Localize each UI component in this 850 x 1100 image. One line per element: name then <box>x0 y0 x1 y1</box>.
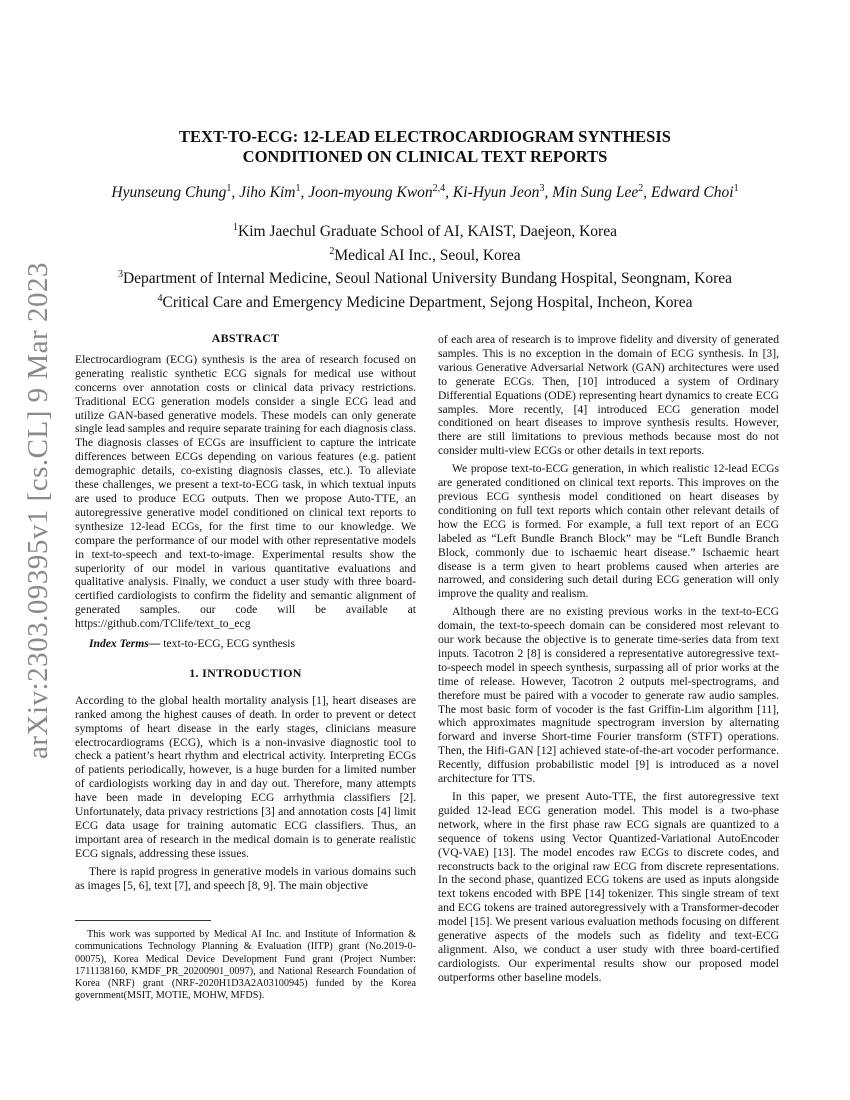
author-affiliation-mark: 1 <box>226 183 232 194</box>
author-name: Joon-myoung Kwon <box>308 184 433 202</box>
affiliation-text: Medical AI Inc., Seoul, Korea <box>334 246 521 264</box>
affiliation-text: Critical Care and Emergency Medicine Department, Sejong Hospital, Incheon, Korea <box>162 294 693 312</box>
affiliation-line <box>60 289 790 313</box>
left-column <box>75 332 416 893</box>
title-line-1: TEXT-TO-ECG: 12-LEAD ELECTROCARDIOGRAM SYNTHESIS <box>179 127 671 146</box>
affiliation-text: Department of Internal Medicine, Seoul National University Bundang Hospital, Seongnam, Korea <box>122 270 733 288</box>
paper-title <box>100 127 750 167</box>
author-affiliation-mark: 3 <box>539 183 545 194</box>
author-affiliation-mark: 2,4 <box>432 183 446 194</box>
introduction-heading: 1. INTRODUCTION <box>189 665 302 680</box>
author-name: Jiho Kim <box>239 184 296 202</box>
abstract-body: Electrocardiogram (ECG) synthesis is the area of research focused on generating realistic synthetic ECG signals for medical use without concerns over annotation costs or clinical data privacy restrictions. Traditional ECG generation models consider a single ECG lead and utilize GAN-based generative models. These models can only generate single lead samples and require separate training for each diagnosis class. The diagnosis classes of ECGs are insufficient to capture the intricate differences between ECGs depending on various features (e.g. patient demographic details, co-existing diagnosis classes, etc.). To alleviate these challenges, we present a text-to-ECG task, in which textual inputs are used to produce ECG outputs. Then we propose Auto-TTE, an autoregressive generative model conditioned on clinical text reports to synthesize 12-lead ECGs, for the first time to our knowledge. We compare the performance of our model with other representative models in text-to-speech and text-to-image. Experimental results show the superiority of our model in various quantitative evaluations and qualitative analysis. Finally, we conduct a user study with three board-certified cardiologists to confirm the fidelity and semantic alignment of generated samples. our code will be available at https://github.com/TClife/text_to_ecg <box>75 352 416 631</box>
author-name: Hyunseung Chung <box>111 184 227 202</box>
arxiv-identifier-stamp <box>18 261 58 759</box>
author-name: Edward Choi <box>651 184 734 202</box>
right-paragraph-1: of each area of research is to improve fidelity and diversity of generated samples. This is no exception in the domain of ECG synthesis. In [3], various Generative Adversarial Network (GAN) architectures were used to generate ECGs. Then, [10] introduced a system of Ordinary Differential Equations (ODE) representing heart dynamics to create ECG samples. More recently, [4] introduced ECG generation model conditioned on heart diseases to improve synthesis results. However, there are still limitations to previous methods because most do not consider multi-view ECGs or other details in text reports. <box>438 333 779 458</box>
footnote-rule <box>75 920 211 921</box>
title-line-2: CONDITIONED ON CLINICAL TEXT REPORTS <box>242 147 608 166</box>
author-affiliation-mark: 1 <box>295 183 301 194</box>
introduction-paragraph-1: According to the global health mortality analysis [1], heart diseases are ranked among the highest causes of death. In order to prevent or detect symptoms of heart disease in the early stages, clinicians measure electrocardiograms (ECG), which is a non-invasive diagnostic tool to check a patient’s heart rhythm and electrical activity. Interpreting ECGs of patients periodically, however, is a huge burden for a limited number of cardiologists working day in and day out. Therefore, many attempts have been made in developing ECG arrhythmia classifiers [2]. Unfortunately, data privacy restrictions [3] and annotation costs [4] limit ECG data usage for training automatic ECG classifiers. Thus, an important area of research in the medical domain is to generate realistic ECG signals, addressing these issues. <box>75 693 416 860</box>
footnote-text: This work was supported by Medical AI Inc. and Institute of Information & communications Technology Planning & Evaluation (IITP) grant (No.2019-0-00075), Korea Medical Device Development Fund grant (Project Number: 1711138160, KMDF_PR_20200901_0097), and National Research Foundation of Korea (NRF) grant (NRF-2020H1D3A2A03100945) funded by the Korea government(MSIT, MOTIE, MOHW, MFDS). <box>75 929 416 1002</box>
funding-footnote <box>75 920 416 1003</box>
author-name: Min Sung Lee <box>552 184 639 202</box>
arxiv-identifier-text: arXiv:2303.09395v1 [cs.CL] 9 Mar 2023 <box>21 261 54 759</box>
author-name: Ki-Hyun Jeon <box>452 184 540 202</box>
affiliation-number: 3 <box>117 269 123 281</box>
affiliation-text: Kim Jaechul Graduate School of AI, KAIST, Daejeon, Korea <box>238 223 617 241</box>
affiliation-line <box>60 242 790 266</box>
affiliation-line <box>60 265 790 289</box>
author-affiliation-mark: 2 <box>638 183 644 194</box>
right-paragraph-4: In this paper, we present Auto-TTE, the first autoregressive text guided 12-lead ECG generation model. This model is a two-phase network, where in the first phase raw ECG signals are quantized to a sequence of tokens using Vector Quantized-Variational AutoEncoder (VQ-VAE) [13]. The model encodes raw ECGs to discrete codes, and reconstructs back to the original raw ECG from discrete representations. In the second phase, quantized ECG tokens are used as inputs alongside text tokens encoded with BPE [14] tokenizer. This single stream of text and ECG tokens are trained autoregressively with a Transformer-decoder model [15]. We present various evaluation methods focusing on different generative aspects of the models such as fidelity and text-ECG alignment. Also, we conduct a user study with three board-certified cardiologists. Our experimental results show our proposed model outperforms other baseline models. <box>438 790 779 984</box>
index-terms <box>75 637 416 651</box>
author-affiliation-mark: 1 <box>733 183 739 194</box>
introduction-paragraph-2: There is rapid progress in generative models in various domains such as images [5, 6], text [7], and speech [8, 9]. The main objective <box>75 864 416 892</box>
right-paragraph-3: Although there are no existing previous works in the text-to-ECG domain, the text-to-speech domain can be considered most relevant to our work because the objective is to generate time-series data from text inputs. Tacotron 2 [8] is considered a representative autoregressive text-to-speech model in speech synthesis, surpassing all of prior works at the time of release. However, Tacotron 2 outputs mel-spectrograms, and therefore must be paired with a vocoder to generate raw audio samples. The most basic form of vocoder is the fast Griffin-Lim algorithm [11], which approximates magnitude spectrogram inversion by alternating forward and inverse Short-time Fourier transform (STFT) operations. Then, the Hifi-GAN [12] achieved state-of-the-art vocoder performance. Recently, diffusion probabilistic model [9] is introduced as a novel architecture for TTS. <box>438 605 779 786</box>
affiliation-number: 2 <box>329 245 335 257</box>
right-paragraph-2: We propose text-to-ECG generation, in which realistic 12-lead ECGs are generated conditioned on clinical text reports. This improves on the previous ECG synthesis model conditioned on heart diseases by conditioning on full text reports which contain other relevant details of how the ECG is formed. For example, a full text report of an ECG labeled as “Left Bundle Branch Block” may be “Left Bundle Branch Block, commonly due to ischaemic heart disease.” Ischaemic heart disease is a term given to heart problems caused when arteries are narrowed, and considering such detail during ECG generation will only improve the quality and realism. <box>438 462 779 601</box>
affiliation-line <box>60 218 790 242</box>
abstract-heading: ABSTRACT <box>211 331 280 345</box>
index-terms-text: text-to-ECG, ECG synthesis <box>160 637 296 651</box>
author-list: Hyunseung Chung$^1$, Jiho Kim$^1$, Joon-myoung Kwon$^{2,4}$, Ki-Hyun Jeon$^3$, Min Sung Lee$^2$, Edward Choi$^1$ <box>111 183 739 202</box>
affiliation-number: 1 <box>233 222 239 233</box>
index-terms-label: Index Terms— <box>89 637 161 651</box>
affiliation-number: 4 <box>157 292 163 304</box>
right-column <box>438 333 779 985</box>
affiliation-list <box>60 218 790 313</box>
